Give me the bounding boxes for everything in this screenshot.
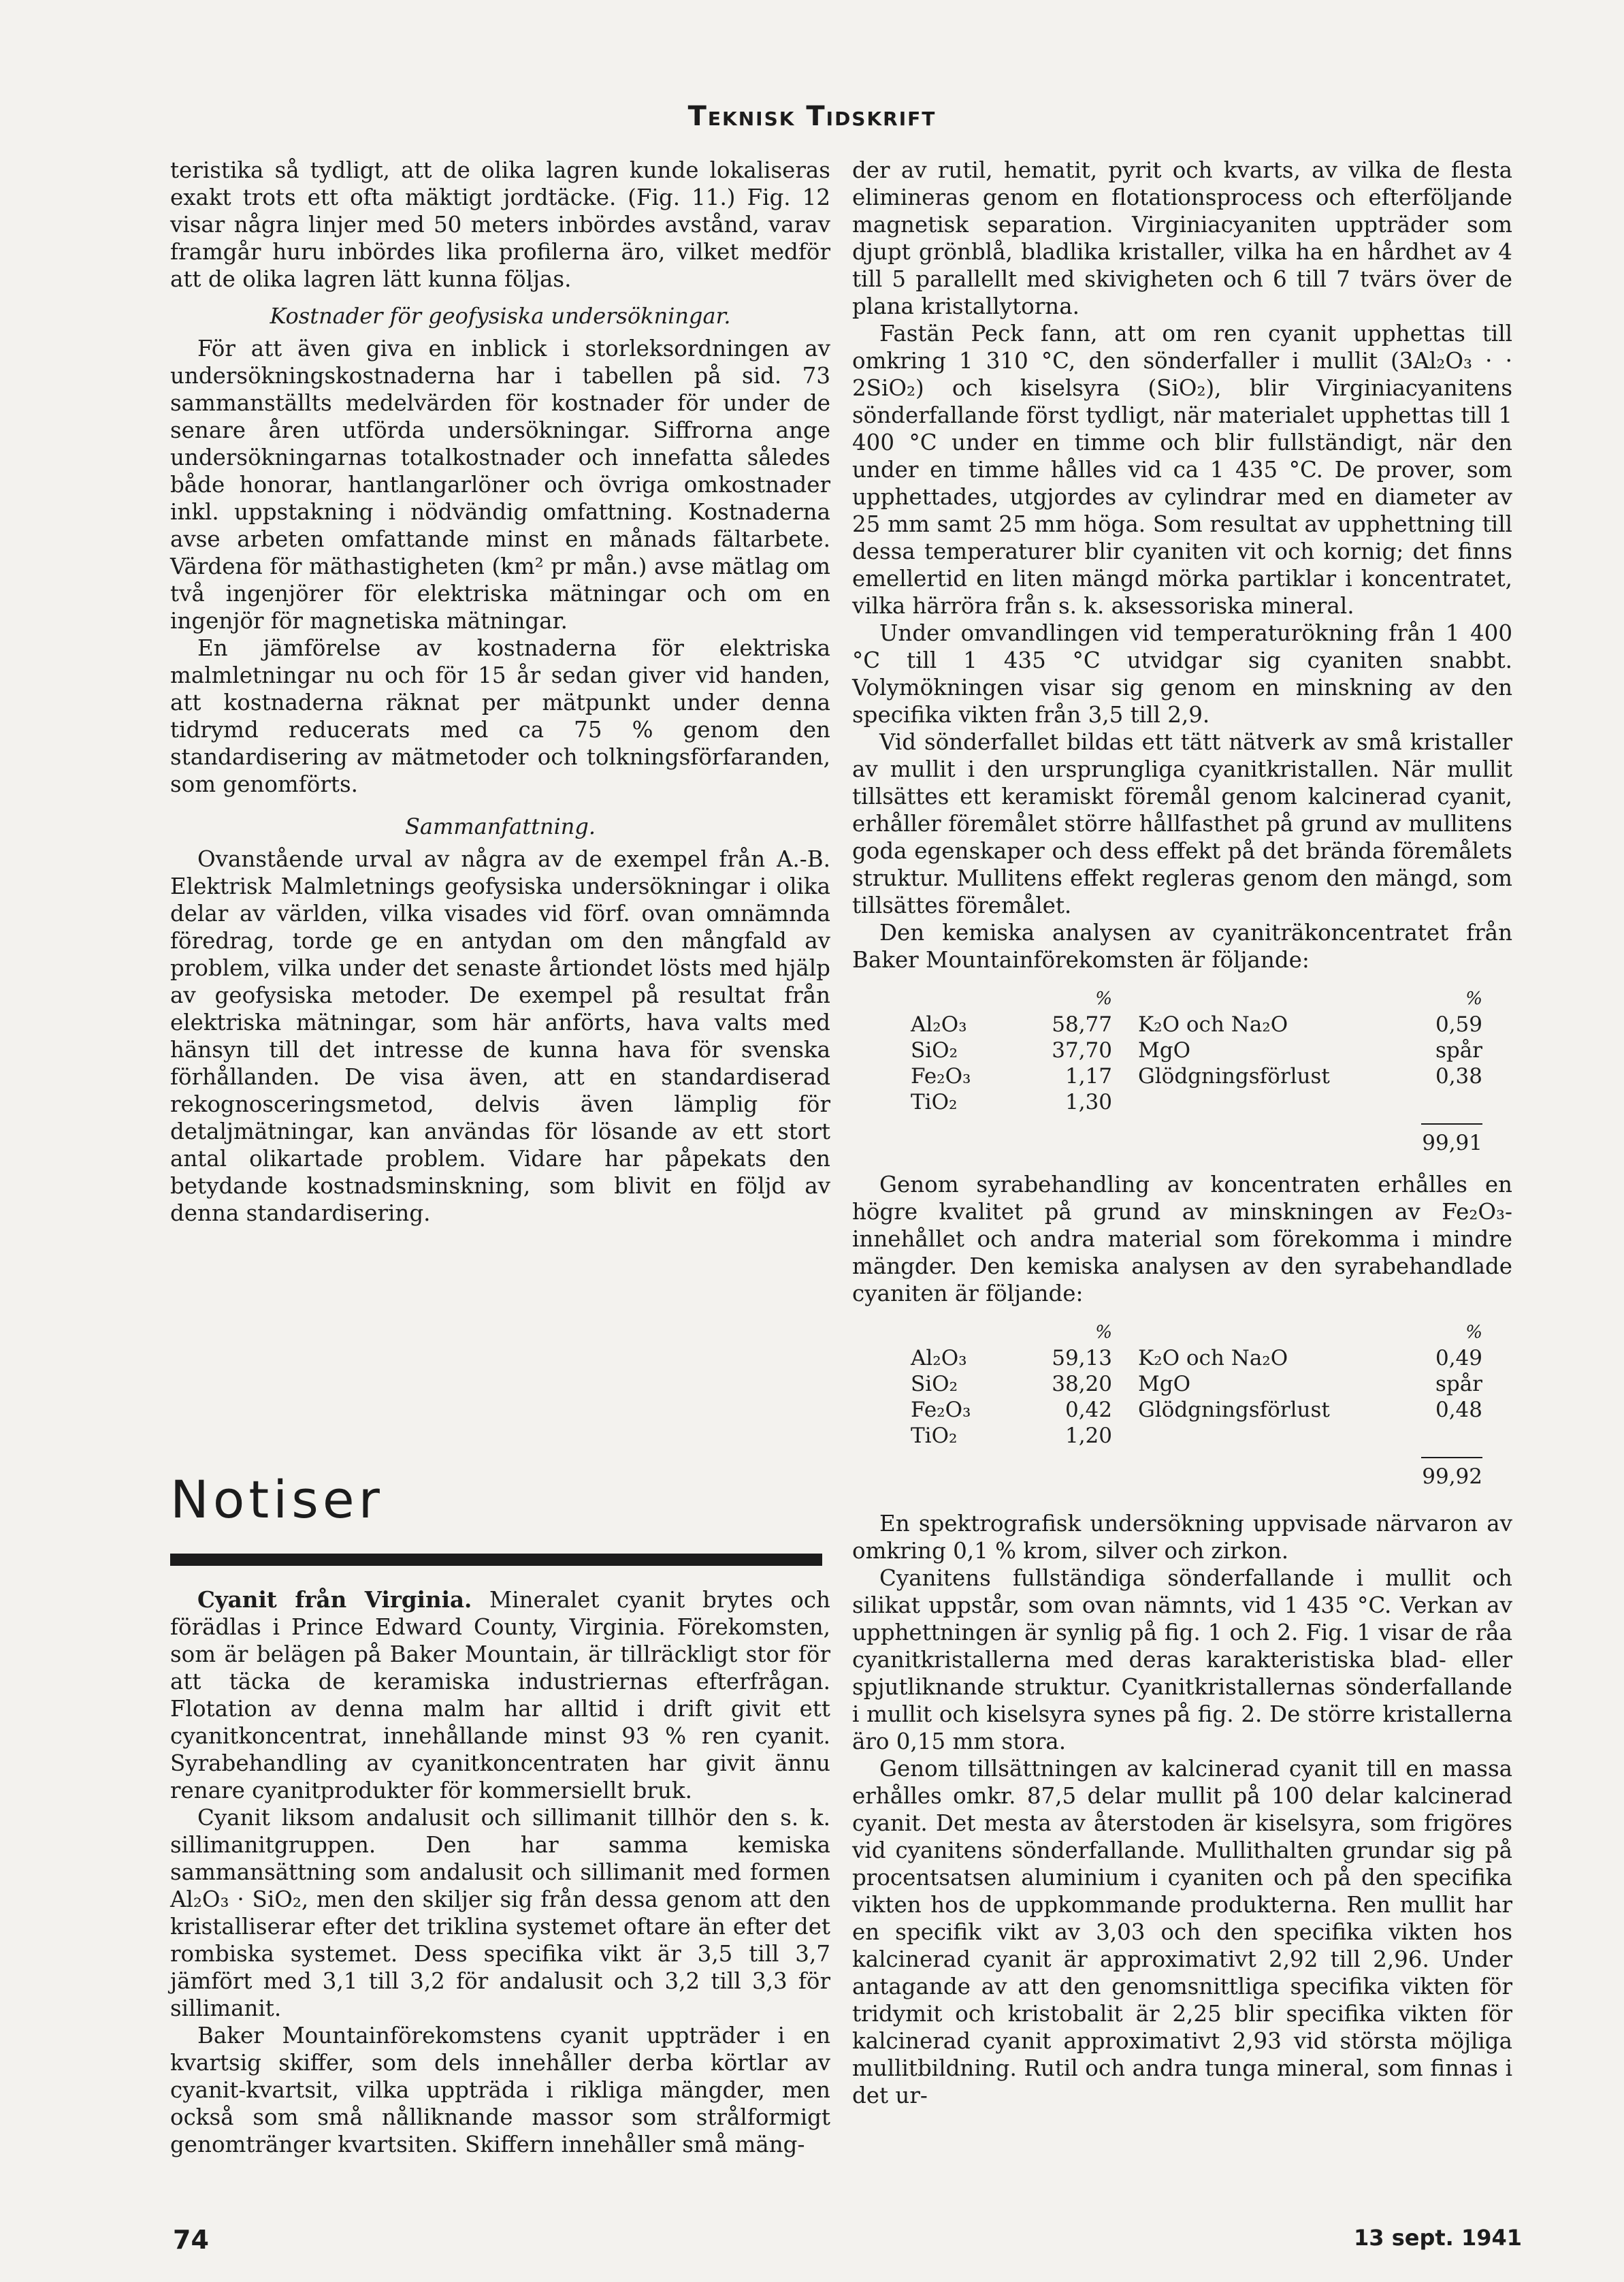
unit-label: % — [1465, 989, 1482, 1009]
notiser-title: Notiser — [170, 1469, 384, 1530]
table-row: Fe₂O₃ 0,42 Glödgningsförlust 0,48 — [911, 1398, 1482, 1422]
right-paragraph-6: Genom syrabehandling av koncentraten erhålles en högre kvalitet på grund av minskningen av Fe₂O₃-innehållet och andra material som förekomma i mindre mängder. Den kemiska analysen av den syrabehandlade cyaniten är följande: — [852, 1172, 1512, 1306]
journal-header: Teknisk Tidskrift — [687, 101, 937, 132]
unit-label: % — [1095, 1322, 1112, 1343]
right-column — [852, 157, 1512, 2109]
intro-paragraph: teristika så tydligt, att de olika lagren kunde lokaliseras exakt trots ett ofta mäktigt jordtäcke. (Fig. 11.) Fig. 12 visar några linjer med 50 meters inbördes avstånd, varav framgår huru inbördes lika profilerna äro, vilket medför att de olika lagren lätt kunna följas. — [170, 157, 830, 292]
summary-paragraph: Ovanstående urval av några av de exempel från A.-B. Elektrisk Malmletnings geofysiska undersökningar i olika delar av världen, vilka visades vid förf. ovan omnämnda föredrag, torde ge en antydan om den mångfald av problem, vilka under det senaste årtiondet lösts med hjälp av geofysiska metoder. De exempel på resultat från elektriska mätningar, som här anförts, hava valts med hänsyn till det intresse de kunna hava för svenska förhållanden. De visa även, att en standardiserad rekognosceringsmetod, delvis även lämplig för detaljmätningar, kan användas för lösande av ett stort antal olikartade problem. Vidare har påpekats den betydande kostnadsminskning, som blivit en följd av denna standardisering. — [170, 846, 830, 1226]
right-paragraph-5: Den kemiska analysen av cyaniträkoncentratet från Baker Mountainförekomsten är följande: — [852, 920, 1512, 973]
table-row: SiO₂ 37,70 MgO spår — [911, 1038, 1482, 1063]
cyanit-paragraph-3: Baker Mountainförekomstens cyanit uppträder i en kvartsig skiffer, som dels innehåller derba körtlar av cyanit-kvartsit, vilka uppträda i rikliga mängder, men också som små nålliknande massor som strålformigt genomtränger kvartsiten. Skiffern innehåller små mäng- — [170, 2023, 830, 2157]
costs-heading: Kostnader för geofysiska undersökningar. — [270, 303, 731, 329]
unit-label: % — [1095, 989, 1112, 1009]
table-row: Fe₂O₃ 1,17 Glödgningsförlust 0,38 — [911, 1064, 1482, 1089]
right-paragraph-4: Vid sönderfallet bildas ett tätt nätverk av små kristaller av mullit i den ursprungliga cyanitkristallen. När mullit tillsättes ett keramiskt föremål genom kalcinerad cyanit, erhåller föremålet större hållfasthet på grund av mullitens goda egenskaper och dess effekt på det brända föremålets struktur. Mullitens effekt regleras genom den mängd, som tillsättes föremålet. — [852, 729, 1512, 918]
table-total: 99,92 — [1421, 1457, 1482, 1490]
right-paragraph-8: Cyanitens fullständiga sönderfallande i mullit och silikat uppstår, som ovan nämnts, vid 1 435 °C. Verkan av upphettningen är synlig på fig. 1 och 2. Fig. 1 visar de råa cyanitkristallerna med deras karakteristiska blad- eller spjutliknande struktur. Cyanitkristallernas sönderfallande i mullit och kiselsyra synes på fig. 2. De större kristallerna äro 0,15 mm stora. — [852, 1565, 1512, 1754]
table-total: 99,91 — [1421, 1123, 1482, 1156]
costs-paragraph-2: En jämförelse av kostnaderna för elektriska malmletningar nu och för 15 år sedan giver vid handen, att kostnaderna räknat per mätpunkt under denna tidrymd reducerats med ca 75 % genom den standardisering av mätmetoder och tolkningsförfaranden, som genomförts. — [170, 635, 830, 797]
unit-label: % — [1465, 1322, 1482, 1343]
issue-date: 13 sept. 1941 — [1354, 2225, 1522, 2251]
analysis-table-2 — [911, 1319, 1512, 1490]
section-rule — [170, 1554, 822, 1566]
left-column — [170, 157, 830, 1227]
right-paragraph-2: Fastän Peck fann, att om ren cyanit upphettas till omkring 1 310 °C, den sönderfaller i mullit (3Al₂O₃ · · 2SiO₂) och kiselsyra (SiO₂), blir Virginiacyanitens sönderfallande först tydligt, när materialet upphettas till 1 400 °C under en timme och blir fullständigt, när den under en timme hålles vid ca 1 435 °C. De prover, som upphettades, utgjordes av cylindrar med en diameter av 25 mm samt 25 mm höga. Som resultat av upphettning till dessa temperaturer blir cyaniten vit och kornig; det finns emellertid en liten mängd mörka partiklar i koncentratet, vilka härröra från s. k. aksessoriska mineral. — [852, 321, 1512, 619]
right-paragraph-7: En spektrografisk undersökning uppvisade närvaron av omkring 0,1 % krom, silver och zirkon. — [852, 1511, 1512, 1564]
costs-paragraph-1: För att även giva en inblick i storleksordningen av undersökningskostnaderna har i tabellen på sid. 73 sammanställts medelvärden för kostnader för under de senare åren utförda undersökningar. Siffrorna ange undersökningarnas totalkostnader och innefatta således både honorar, hantlangarlöner och övriga omkostnader inkl. uppstakning i nödvändig omfattning. Kostnaderna avse arbeten omfattande minst en månads fältarbete. Värdena för mäthastigheten (km² pr mån.) avse mätlag om två ingenjörer för elektriska mätningar och om en ingenjör för magnetiska mätningar. — [170, 336, 830, 634]
right-paragraph-1: der av rutil, hematit, pyrit och kvarts, av vilka de flesta elimineras genom en flotationsprocess och efterföljande magnetisk separation. Virginiacyaniten uppträder som djupt grönblå, bladlika kristaller, vilka ha en hårdhet av 4 till 5 parallellt med skivigheten och 6 till 7 tvärs över de plana kristallytorna. — [852, 157, 1512, 319]
table-row: Al₂O₃ 59,13 K₂O och Na₂O 0,49 — [911, 1346, 1482, 1370]
table-row: Al₂O₃ 58,77 K₂O och Na₂O 0,59 — [911, 1012, 1482, 1037]
table-row: SiO₂ 38,20 MgO spår — [911, 1372, 1482, 1396]
right-paragraph-9: Genom tillsättningen av kalcinerad cyanit till en massa erhålles omkr. 87,5 delar mullit på 100 delar kalcinerad cyanit. Det mesta av återstoden är kiselsyra, som frigöres vid cyanitens sönderfallande. Mullithalten grundar sig på procentsatsen aluminium i cyaniten och på den specifika vikten hos de uppkommande produkterna. Ren mullit har en specifik vikt av 3,03 och den specifika vikten hos kalcinerad cyanit är approximativt 2,92 till 2,96. Under antagande av att den genomsnittliga specifika vikten för tridymit och kristobalit är 2,25 blir specifika vikten för kalcinerad cyanit approximativt 2,93 vid största möjliga mullitbildning. Rutil och andra tunga mineral, som finnas i det ur- — [852, 1756, 1512, 2108]
notiser-column — [170, 1586, 830, 2158]
right-paragraph-3: Under omvandlingen vid temperaturökning från 1 400 °C till 1 435 °C utvidgar sig cyaniten snabbt. Volymökningen visar sig genom en minskning av den specifika vikten från 3,5 till 2,9. — [852, 620, 1512, 728]
table-row: TiO₂ 1,30 — [911, 1090, 1112, 1114]
page-number: 74 — [173, 2225, 209, 2255]
analysis-table-1 — [911, 986, 1512, 1156]
summary-heading: Sammanfattning. — [404, 814, 596, 839]
cyanit-paragraph-1: Mineralet cyanit brytes och förädlas i Prince Edward County, Virginia. Förekomsten, som är belägen på Baker Mountain, är tillräckligt stor för att täcka de keramiska industriernas efterfrågan. Flotation av denna malm har alltid i drift givit ett cyanitkoncentrat, innehållande minst 93 % ren cyanit. Syrabehandling av cyanitkoncentraten har givit ännu renare cyanitprodukter för kommersiellt bruk. — [170, 1587, 830, 1803]
cyanit-paragraph-2: Cyanit liksom andalusit och sillimanit tillhör den s. k. sillimanitgruppen. Den har samma kemiska sammansättning som andalusit och sillimanit med formen Al₂O₃ · SiO₂, men den skiljer sig från dessa genom att den kristalliserar efter det triklina systemet oftare än efter det rombiska systemet. Dess specifika vikt är 3,5 till 3,7 jämfört med 3,1 till 3,2 för andalusit och 3,2 till 3,3 för sillimanit. — [170, 1805, 830, 2021]
cyanit-label: Cyanit från Virginia. — [197, 1586, 472, 1613]
table-row: TiO₂ 1,20 — [911, 1424, 1112, 1448]
